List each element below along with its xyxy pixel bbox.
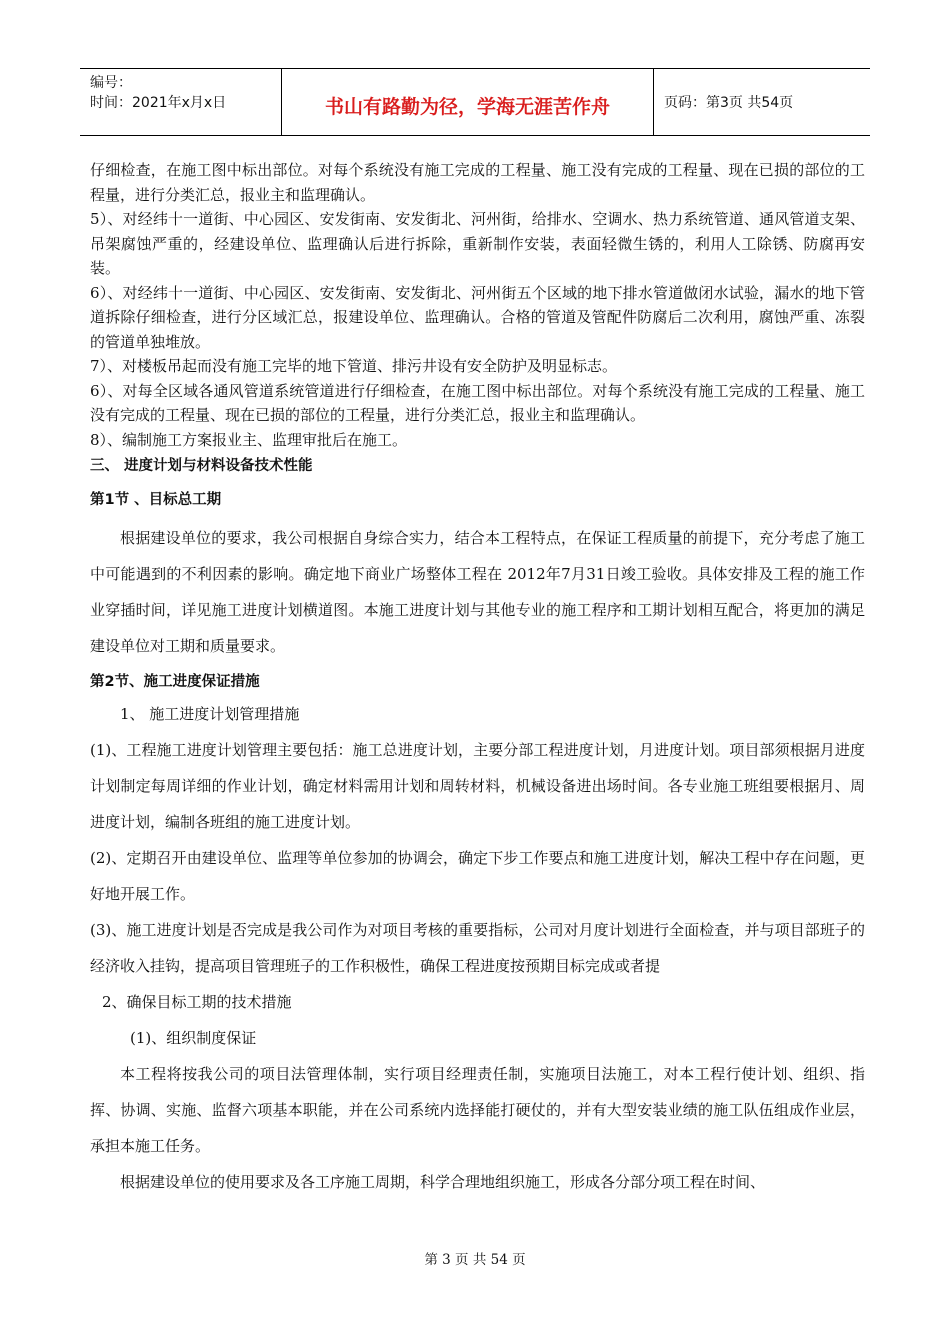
header-meta: [80, 69, 282, 135]
paragraph: 根据建设单位的要求，我公司根据自身综合实力，结合本工程特点，在保证工程质量的前提下，充分考虑了施工中可能遇到的不利因素的影响。确定地下商业广场整体工程在 2012年7月31日竣工验收。具体安排及工程的施工作业穿插时间，详见施工进度计划横道图。本施工进度计划与其他专业的施工程序和工期计划相互配合，将更加的满足建设单位对工期和质量要求。: [90, 529, 865, 655]
paragraph: 6）、对每全区域各通风管道系统管道进行仔细检查，在施工图中标出部位。对每个系统没有施工完成的工程量、施工没有完成的工程量、现在已损的部位的工程量，进行分类汇总，报业主和监理确认。: [90, 381, 865, 424]
list-item: (3)、施工进度计划是否完成是我公司作为对项目考核的重要指标，公司对月度计划进行全面检查，并与项目部班子的经济收入挂钩，提高项目管理班子的工作积极性，确保工程进度按预期目标完成或者提: [90, 921, 865, 975]
header-motto: 书山有路勤为径，学海无涯苦作舟: [282, 69, 654, 135]
section-heading: 三、 进度计划与材料设备技术性能: [90, 458, 313, 474]
subheading: 2、确保目标工期的技术措施: [102, 993, 292, 1011]
list-item: (2)、定期召开由建设单位、监理等单位参加的协调会，确定下步工作要点和施工进度计划，解决工程中存在问题，更好地开展工作。: [90, 849, 865, 903]
page-footer: 第 3 页 共 54 页: [424, 1252, 526, 1268]
list-item: (1)、工程施工进度计划管理主要包括：施工总进度计划，主要分部工程进度计划，月进度计划。项目部须根据月进度计划制定每周详细的作业计划，确定材料需用计划和周转材料，机械设备进出场时间。各专业施工班组要根据月、周进度计划，编制各班组的施工进度计划。: [90, 741, 865, 831]
paragraph: 7）、对楼板吊起而没有施工完毕的地下管道、排污井设有安全防护及明显标志。: [90, 357, 618, 375]
paragraph: 根据建设单位的使用要求及各工序施工周期，科学合理地组织施工，形成各分部分项工程在时间、: [120, 1173, 766, 1191]
paragraph: 6）、对经纬十一道街、中心园区、安发街南、安发街北、河州街五个区域的地下排水管道做闭水试验，漏水的地下管道拆除仔细检查，进行分区域汇总，报建设单位、监理确认。合格的管道及管配件防腐后二次利用，腐蚀严重、冻裂的管道单独堆放。: [90, 283, 865, 351]
header-page-number: 页码：第3页 共54页: [664, 95, 794, 111]
subheading: (1)、组织制度保证: [130, 1029, 257, 1047]
header-table: [80, 68, 870, 136]
paragraph: 8）、编制施工方案报业主、监理审批后在施工。: [90, 430, 408, 449]
subheading: 1、 施工进度计划管理措施: [120, 705, 300, 723]
paragraph: 仔细检查，在施工图中标出部位。对每个系统没有施工完成的工程量、施工没有完成的工程量、现在已损的部位的工程量，进行分类汇总，报业主和监理确认。: [90, 161, 865, 204]
paragraph: 5）、对经纬十一道街、中心园区、安发街南、安发街北、河州街，给排水、空调水、热力系统管道、通风管道支架、吊架腐蚀严重的，经建设单位、监理确认后进行拆除，重新制作安装，表面轻微生锈的，利用人工除锈、防腐再安装。: [90, 210, 865, 277]
document-date-label: 时间：2021年x月x日: [90, 95, 227, 111]
document-number-label: 编号：: [90, 75, 132, 91]
document-body: [90, 158, 865, 1200]
subsection-heading: 第1节 、目标总工期: [90, 492, 222, 508]
subsection-heading: 第2节、施工进度保证措施: [90, 674, 260, 690]
paragraph: 本工程将按我公司的项目法管理体制，实行项目经理责任制，实施项目法施工，对本工程行使计划、组织、指挥、协调、实施、监督六项基本职能，并在公司系统内选择能打硬仗的，并有大型安装业绩的施工队伍组成作业层，承担本施工任务。: [90, 1065, 865, 1155]
